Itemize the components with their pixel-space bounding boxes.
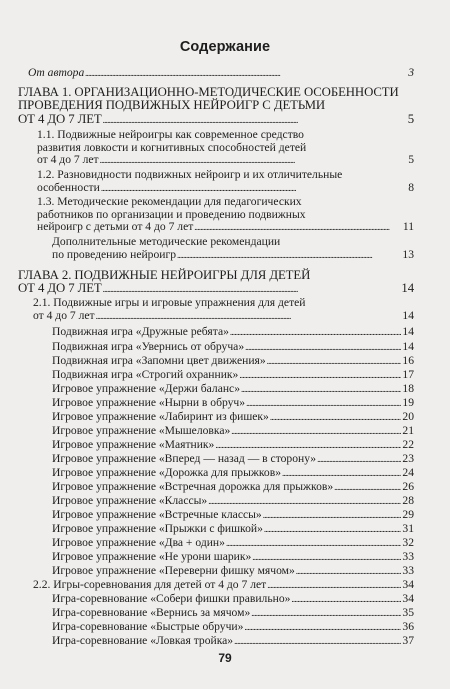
toc-entry-page: 14 (401, 281, 414, 296)
dot-leader (194, 221, 402, 234)
toc-entry-title: 1.2. Разновидности подвижных нейроигр и их отличительные (37, 168, 343, 181)
toc-entry-page: 34 (402, 578, 414, 591)
toc-entry-title: Дополнительные методические рекомендации (52, 235, 281, 248)
toc-entry-title: Игровое упражнение «Мышеловка» (52, 424, 231, 437)
toc-entry (37, 129, 414, 167)
toc-entry-line (52, 635, 414, 648)
page-number: 79 (218, 651, 232, 665)
toc-entry (52, 523, 414, 536)
toc-entry-title: ОТ 4 ДО 7 ЛЕТ (18, 281, 102, 296)
toc-entry-page: 26 (402, 480, 414, 493)
toc-entry-page: 14 (402, 340, 414, 353)
toc-entry (52, 621, 414, 634)
toc-entry-line (52, 411, 414, 424)
toc-entry-line (52, 341, 414, 354)
dot-leader (177, 249, 401, 262)
toc-entry-page: 3 (408, 66, 414, 79)
dot-leader (252, 551, 401, 564)
toc-entry-title: 2.2. Игры-соревнования для детей от 4 до 7 лет (33, 578, 267, 591)
toc-entry-title: 1.1. Подвижные нейроигры как современное средство (37, 128, 304, 141)
toc-chapter-entry (18, 269, 414, 297)
toc-entry (52, 453, 414, 466)
toc-entry (33, 297, 414, 322)
toc-entry-page: 17 (402, 368, 414, 381)
toc-entry-title: Игра-соревнование «Ловкая тройка» (52, 634, 234, 647)
toc-entry-line (18, 269, 414, 282)
toc-entry-title: особенности (37, 180, 100, 194)
dot-leader (251, 607, 401, 620)
toc-entry (52, 236, 414, 261)
toc-entry-title: Игровое упражнение «Вперед — назад — в сторону» (52, 452, 317, 465)
toc-entry-line (18, 282, 414, 296)
toc-entry (33, 579, 414, 592)
toc-entry-line (37, 169, 414, 182)
toc-entry-line (52, 453, 414, 466)
toc-entry (52, 355, 414, 368)
toc-entry-title: Игровое упражнение «Классы» (52, 494, 208, 507)
toc-entry-page: 37 (402, 634, 414, 647)
toc-entry-line (37, 221, 414, 234)
toc-entry-page: 32 (402, 536, 414, 549)
toc-entry (52, 635, 414, 648)
toc-entry-title: 2.1. Подвижные игры и игровые упражнения для детей (33, 296, 306, 309)
toc-entry (52, 425, 414, 438)
toc-entry-title: работников по организации и проведению подвижных (37, 207, 306, 221)
toc-entry-line (52, 551, 414, 564)
toc-entry (52, 551, 414, 564)
toc-entry-title: развития ловкости и когнитивных способностей детей (37, 140, 307, 154)
toc-entry-line (18, 86, 414, 99)
page-title: Содержание (179, 39, 271, 55)
dot-leader (230, 326, 402, 339)
toc-entry-line (52, 593, 414, 606)
toc-entry-title: Игровое упражнение «Маятник» (52, 438, 215, 451)
toc-entry-line (52, 495, 414, 508)
toc-entry (37, 169, 414, 194)
toc-entry (52, 509, 414, 522)
dot-leader (245, 341, 401, 354)
toc-entry-title: Подвижная игра «Дружные ребята» (52, 325, 229, 338)
toc-entry-title: Подвижная игра «Строгий охранник» (52, 368, 239, 381)
toc-entry-line (33, 579, 414, 592)
dot-leader (291, 593, 401, 606)
toc-entry-line (52, 467, 414, 480)
dot-leader (244, 621, 401, 634)
toc-entry-title: Подвижная игра «Увернись от обруча» (52, 340, 245, 353)
toc-entry-line (37, 129, 414, 142)
toc-entry-title: Игровое упражнение «Не урони шарик» (52, 550, 252, 563)
dot-leader (296, 565, 402, 578)
toc-entry-title: 1.3. Методические рекомендации для педагогических (37, 195, 302, 208)
toc-entry-page: 18 (402, 382, 414, 395)
toc-entry-title: Игровое упражнение «Лабиринт из фишек» (52, 410, 269, 423)
toc-entry-page: 13 (402, 247, 414, 261)
toc-entry-title: Игровое упражнение «Встречные классы» (52, 508, 262, 521)
dot-leader (215, 439, 401, 452)
dot-leader (85, 67, 407, 80)
toc-entry (52, 495, 414, 508)
toc-entry-page: 35 (402, 606, 414, 619)
dot-leader (246, 397, 401, 410)
toc-entry (52, 565, 414, 578)
dot-leader (208, 495, 401, 508)
toc-entry-page: 20 (402, 410, 414, 423)
toc-entry (52, 369, 414, 382)
toc-entry (52, 383, 414, 396)
toc-entry-title: ГЛАВА 1. ОРГАНИЗАЦИОННО-МЕТОДИЧЕСКИЕ ОСОБЕННОСТИ (18, 85, 399, 99)
toc-chapter-entry (18, 86, 414, 127)
toc-entry-line (52, 355, 414, 368)
toc-entry-page: 29 (402, 508, 414, 521)
dot-leader (231, 425, 401, 438)
toc-entry-line (52, 439, 414, 452)
toc-entry-title: Игровое упражнение «Встречная дорожка для прыжков» (52, 480, 334, 493)
toc-entry-line (37, 154, 414, 167)
dot-leader (334, 481, 401, 494)
toc-entry-page: 5 (407, 111, 414, 126)
toc-entry-line (52, 383, 414, 396)
dot-leader (317, 453, 401, 466)
toc-entry-page: 19 (402, 396, 414, 409)
toc-entry-title: Игровое упражнение «Держи баланс» (52, 382, 240, 395)
toc-entry-line (37, 196, 414, 209)
toc-entry-line (52, 236, 414, 249)
toc-entry-title: нейроигр с детьми от 4 до 7 лет (37, 220, 194, 234)
toc-entry (52, 411, 414, 424)
toc-entry-title: Игровое упражнение «Дорожка для прыжков» (52, 466, 282, 479)
dot-leader (267, 579, 401, 592)
dot-leader (270, 411, 402, 424)
dot-leader (226, 537, 401, 550)
toc-entry-line (52, 369, 414, 382)
toc-entry-line (18, 113, 414, 127)
toc-entry-line (18, 99, 414, 112)
toc-entry-page: 8 (408, 180, 414, 194)
dot-leader (263, 509, 402, 522)
toc-entry-page: 23 (402, 452, 414, 465)
toc-entry (52, 593, 414, 606)
dot-leader (241, 383, 401, 396)
dot-leader (103, 113, 407, 127)
toc-entry-line (52, 397, 414, 410)
toc-entry-title: по проведению нейроигр (52, 247, 177, 261)
toc-entry-line (28, 67, 414, 80)
toc-entry-page: 36 (402, 620, 414, 633)
toc-entry-page: 34 (402, 592, 414, 605)
toc-entry-title: Подвижная игра «Запомни цвет движения» (52, 354, 266, 367)
toc-entry-title: Игра-соревнование «Собери фишки правильно» (52, 592, 291, 605)
toc-entry-title: от 4 до 7 лет (33, 308, 95, 322)
toc-entry-title: от 4 до 7 лет (37, 153, 99, 167)
toc-entry-line (52, 509, 414, 522)
dot-leader (96, 310, 402, 323)
toc-entry-line (33, 310, 414, 323)
dot-leader (282, 467, 401, 480)
dot-leader (239, 369, 401, 382)
toc-entry-page: 33 (402, 550, 414, 563)
toc-entry-title: ПРОВЕДЕНИЯ ПОДВИЖНЫХ НЕЙРОИГР С ДЕТЬМИ (18, 98, 326, 113)
toc-entry-title: Игра-соревнование «Вернись за мячом» (52, 606, 251, 619)
toc-entry-title: ГЛАВА 2. ПОДВИЖНЫЕ НЕЙРОИГРЫ ДЛЯ ДЕТЕЙ (18, 268, 311, 282)
toc-entry-page: 33 (402, 564, 414, 577)
toc-entry-title: Игровое упражнение «Два + один» (52, 536, 225, 549)
toc-entry-line (52, 326, 414, 339)
dot-leader (103, 282, 401, 296)
toc-entry (52, 397, 414, 410)
toc-entry-title: Игровое упражнение «Переверни фишку мячом» (52, 564, 295, 577)
toc-entry (52, 341, 414, 354)
toc-entry-line (52, 425, 414, 438)
toc-entry-line (33, 297, 414, 310)
dot-leader (267, 355, 402, 368)
toc-entry-page: 14 (402, 325, 414, 338)
toc-entry-line (52, 565, 414, 578)
toc-entry (52, 467, 414, 480)
toc-entry-page: 28 (402, 494, 414, 507)
toc-entry-page: 22 (402, 438, 414, 451)
toc-entry-line (52, 607, 414, 620)
dot-leader (101, 182, 407, 195)
toc-entry-line (52, 249, 414, 262)
toc-entry-line (52, 537, 414, 550)
dot-leader (100, 154, 408, 167)
toc-entry-page: 31 (402, 522, 414, 535)
toc-entry (52, 607, 414, 620)
toc-entry-page: 16 (402, 354, 414, 367)
dot-leader (264, 523, 402, 536)
toc-entry-page: 14 (402, 308, 414, 322)
toc-entry-page: 24 (402, 466, 414, 479)
toc-entry-title: От автора (28, 66, 85, 79)
toc-entry-page: 11 (402, 220, 414, 234)
toc-entry-title: Игра-соревнование «Быстрые обручи» (52, 620, 244, 633)
toc-entry-title: Игровое упражнение «Прыжки с фишкой» (52, 522, 263, 535)
toc-entry-title: Игровое упражнение «Нырни в обруч» (52, 396, 246, 409)
toc-entry (28, 67, 414, 80)
toc-entry-line (52, 621, 414, 634)
toc-entry (52, 439, 414, 452)
toc-entry-line (52, 523, 414, 536)
toc-entry-line (52, 481, 414, 494)
toc-entry-page: 21 (402, 424, 414, 437)
toc-entry-page: 5 (408, 153, 414, 167)
toc-entry (37, 196, 414, 234)
toc-entry (52, 326, 414, 339)
dot-leader (234, 635, 401, 648)
toc-entry (52, 537, 414, 550)
toc-entry-title: ОТ 4 ДО 7 ЛЕТ (18, 111, 102, 126)
toc-entry (52, 481, 414, 494)
toc-entry-line (37, 182, 414, 195)
